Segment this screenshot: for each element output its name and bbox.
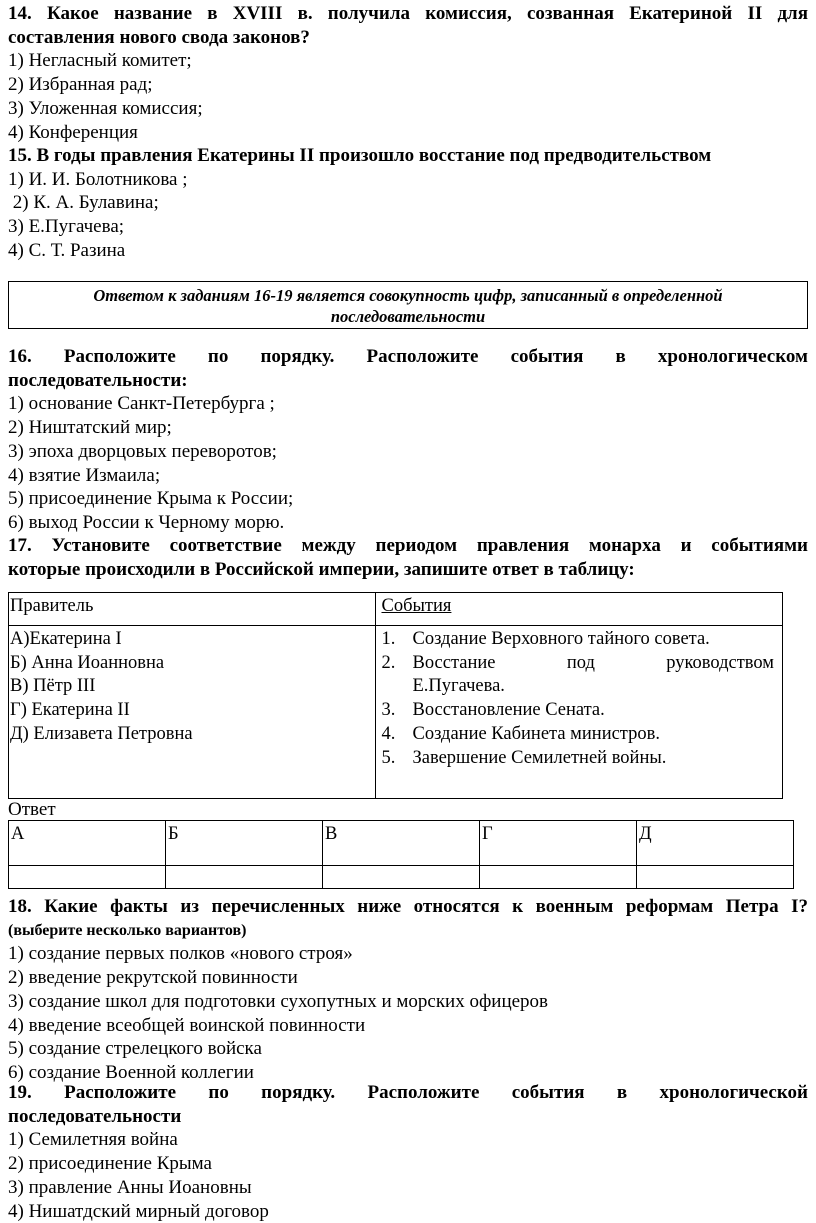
question-16-title-b: . Расположите события в хронологическом	[329, 346, 809, 367]
event-number: 2.	[381, 652, 396, 673]
question-15-option: 4) С. Т. Разина	[8, 239, 126, 261]
question-14	[8, 2, 808, 144]
question-17-title-line2: которые происходили в Российской империи, запишите ответ в таблицу:	[8, 558, 635, 580]
table-header-events-cell	[376, 593, 783, 626]
question-15-title: 15. В годы правления Екатерины II произошло восстание под предводительством	[8, 145, 712, 166]
event-text: Завершение Семилетней войны.	[412, 747, 667, 768]
event-item	[381, 747, 774, 771]
question-17-title-line1: 17. Установите соответствие между периодом правления монарха и событиями	[8, 535, 808, 556]
question-18-option: 2) введение рекрутской повинности	[8, 967, 298, 989]
question-16-title-a: 16. Расположите по порядку	[8, 346, 330, 367]
question-18-subtitle: (выберите несколько вариантов)	[8, 921, 247, 939]
ruler-item: А)Екатерина I	[10, 629, 122, 649]
notice-line2: последовательности	[330, 307, 486, 326]
event-text-line2: Е.Пугачева.	[412, 676, 505, 697]
question-18-option: 4) введение всеобщей воинской повинности	[8, 1014, 366, 1036]
question-15-option: 1) И. И. Болотникова ;	[8, 168, 188, 190]
answer-cell[interactable]	[166, 866, 323, 889]
question-15-option: 2) К. А. Булавина;	[8, 192, 159, 214]
question-19-option: 3) правление Анны Иоановны	[8, 1176, 252, 1198]
answer-column-header: Б	[166, 821, 323, 866]
rulers-cell	[9, 626, 376, 799]
event-item	[381, 723, 774, 747]
event-text: Восстановление Сената.	[412, 700, 605, 721]
question-19	[8, 1081, 808, 1223]
event-item	[381, 652, 774, 699]
answer-column-header: Г	[479, 821, 636, 866]
answer-label: Ответ	[8, 799, 56, 820]
matching-table	[8, 592, 783, 799]
question-18-option: 6) создание Военной коллегии	[8, 1061, 254, 1083]
answer-column-header: В	[322, 821, 479, 866]
question-18-option: 1) создание первых полков «нового строя»	[8, 943, 353, 965]
question-14-option: 3) Уложенная комиссия;	[8, 97, 203, 119]
event-number: 5.	[381, 747, 396, 768]
event-text: Создание Верховного тайного совета.	[412, 629, 710, 649]
answer-cell[interactable]	[322, 866, 479, 889]
event-text-line1: Восстание под руководством	[412, 652, 774, 673]
answer-cell[interactable]	[479, 866, 636, 889]
answer-cell[interactable]	[636, 866, 793, 889]
question-16-option: 5) присоединение Крыма к России;	[8, 488, 294, 510]
question-18	[8, 895, 808, 1085]
question-14-option: 4) Конференция	[8, 121, 138, 143]
answer-cell[interactable]	[9, 866, 166, 889]
event-item	[381, 628, 774, 652]
question-18-option: 3) создание школ для подготовки сухопутных и морских офицеров	[8, 990, 549, 1012]
notice-line1: Ответом к заданиям 16-19 является совокупность цифр, записанный в определенной	[93, 286, 723, 305]
events-cell	[376, 626, 783, 799]
event-number: 1.	[381, 629, 396, 649]
table-header-events: События	[381, 596, 452, 616]
instruction-notice-box	[8, 281, 808, 329]
ruler-item: Д) Елизавета Петровна	[10, 723, 193, 744]
ruler-item: В) Пётр III	[10, 676, 96, 697]
event-number: 4.	[381, 723, 396, 744]
events-list	[381, 628, 774, 770]
event-text-block	[412, 652, 774, 699]
table-header-ruler: Правитель	[9, 593, 376, 626]
question-16	[8, 345, 808, 535]
question-19-title-line1: 19. Расположите по порядку. Расположите события в хронологической	[8, 1082, 808, 1103]
question-16-title-line2: последовательности:	[8, 369, 188, 391]
question-19-option: 2) присоединение Крыма	[8, 1153, 212, 1175]
event-number: 3.	[381, 700, 396, 721]
question-14-title-line2: составления нового свода законов?	[8, 26, 310, 48]
ruler-item: Г) Екатерина II	[10, 700, 130, 721]
question-16-option: 1) основание Санкт-Петербурга ;	[8, 393, 275, 415]
question-14-title-line1: 14. Какое название в XVIII в. получила комиссия, созванная Екатериной II для	[8, 3, 808, 24]
question-14-option: 1) Негласный комитет;	[8, 50, 192, 72]
question-16-option: 4) взятие Измаила;	[8, 464, 161, 486]
answer-column-header: Д	[636, 821, 793, 866]
question-16-title-line1	[8, 345, 808, 369]
question-16-option: 2) Ништатский мир;	[8, 417, 172, 439]
question-14-option: 2) Избранная рад;	[8, 74, 153, 96]
question-16-option: 3) эпоха дворцовых переворотов;	[8, 440, 277, 462]
answer-column-header: А	[9, 821, 166, 866]
event-item	[381, 699, 774, 723]
question-19-option: 1) Семилетняя война	[8, 1129, 178, 1151]
question-16-option: 6) выход России к Черному морю.	[8, 511, 285, 533]
question-15-option: 3) Е.Пугачева;	[8, 216, 125, 238]
question-18-option: 5) создание стрелецкого войска	[8, 1038, 262, 1060]
question-15	[8, 144, 808, 263]
ruler-item: Б) Анна Иоанновна	[10, 652, 165, 673]
question-19-option: 4) Нишатдский мирный договор	[8, 1200, 269, 1222]
question-17	[8, 534, 808, 581]
answer-table	[8, 820, 794, 889]
event-text: Создание Кабинета министров.	[412, 723, 660, 744]
question-18-title: 18. Какие факты из перечисленных ниже относятся к военным реформам Петра I?	[8, 896, 808, 917]
question-19-title-line2: последовательности	[8, 1105, 182, 1127]
